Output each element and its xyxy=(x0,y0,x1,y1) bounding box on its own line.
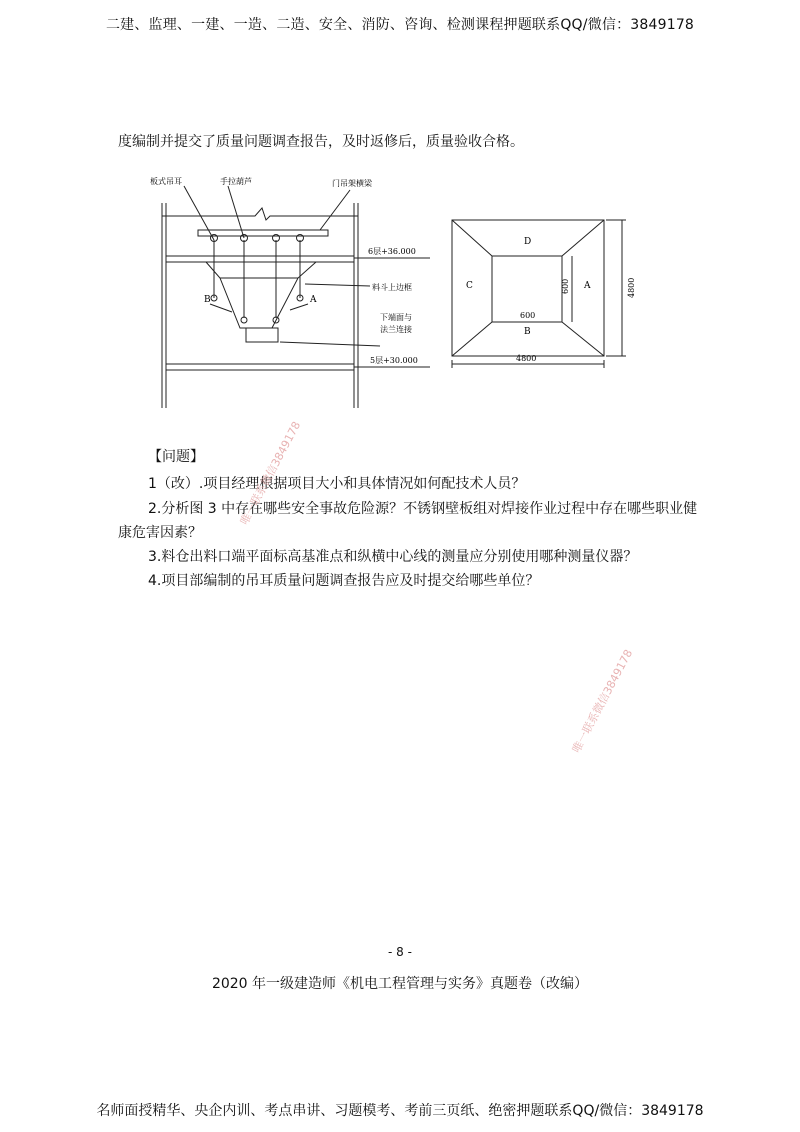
page-header: 二建、监理、一建、一造、二造、安全、消防、咨询、检测课程押题联系QQ/微信：3849178 xyxy=(105,17,695,33)
watermark: 唯一联系微信3849178 xyxy=(237,419,304,528)
question-3: 3.料仓出料口端平面标高基准点和纵横中心线的测量应分别使用哪种测量仪器？ xyxy=(148,549,638,565)
dim-inner-width: 600 xyxy=(520,311,536,320)
question-2-line1: 2.分析图 3 中存在哪些安全事故危险源？不锈钢壁板组对焊接作业过程中存在哪些职业健 xyxy=(148,501,698,517)
label-floor-6: 6层+36.000 xyxy=(368,247,416,256)
dim-inner-height: 600 xyxy=(561,278,570,294)
question-1: 1（改）.项目经理根据项目大小和具体情况如何配技术人员？ xyxy=(148,476,526,492)
plan-label-b: B xyxy=(524,327,531,337)
label-lower-port-line1: 下端面与 xyxy=(380,313,412,322)
label-plate-lug: 板式吊耳 xyxy=(150,177,182,186)
dim-outer-height: 4800 xyxy=(627,277,636,298)
page-footer: 名师面授精华、央企内训、考点串讲、习题模考、考前三页纸、绝密押题联系QQ/微信：3849178 xyxy=(96,1103,704,1119)
hopper-lifting-figure xyxy=(140,168,440,413)
question-2-line2: 康危害因素？ xyxy=(118,525,202,541)
body-text-line: 度编制并提交了质量问题调查报告，及时返修后，质量验收合格。 xyxy=(118,134,524,150)
label-lower-port-line2: 法兰连接 xyxy=(380,325,412,334)
label-floor-5: 5层+30.000 xyxy=(370,356,418,365)
question-4: 4.项目部编制的吊耳质量问题调查报告应及时提交给哪些单位？ xyxy=(148,573,540,589)
page-number: - 8 - xyxy=(388,945,412,959)
plan-label-c: C xyxy=(466,281,473,291)
watermark: 唯一联系微信3849178 xyxy=(569,647,636,756)
dim-outer-width: 4800 xyxy=(516,354,537,363)
label-side-b: B xyxy=(204,295,211,305)
label-side-a: A xyxy=(310,295,317,305)
questions-title: 【问题】 xyxy=(148,449,204,465)
label-gantry-beam: 门吊架横梁 xyxy=(332,179,372,188)
hopper-plan-figure xyxy=(440,208,640,373)
book-title: 2020 年一级建造师《机电工程管理与实务》真题卷（改编） xyxy=(211,976,589,992)
label-chain-hoist: 手拉葫芦 xyxy=(220,177,252,186)
plan-label-d: D xyxy=(524,237,532,247)
plan-label-a: A xyxy=(584,281,591,291)
label-hopper-edge: 料斗上边框 xyxy=(372,283,412,292)
